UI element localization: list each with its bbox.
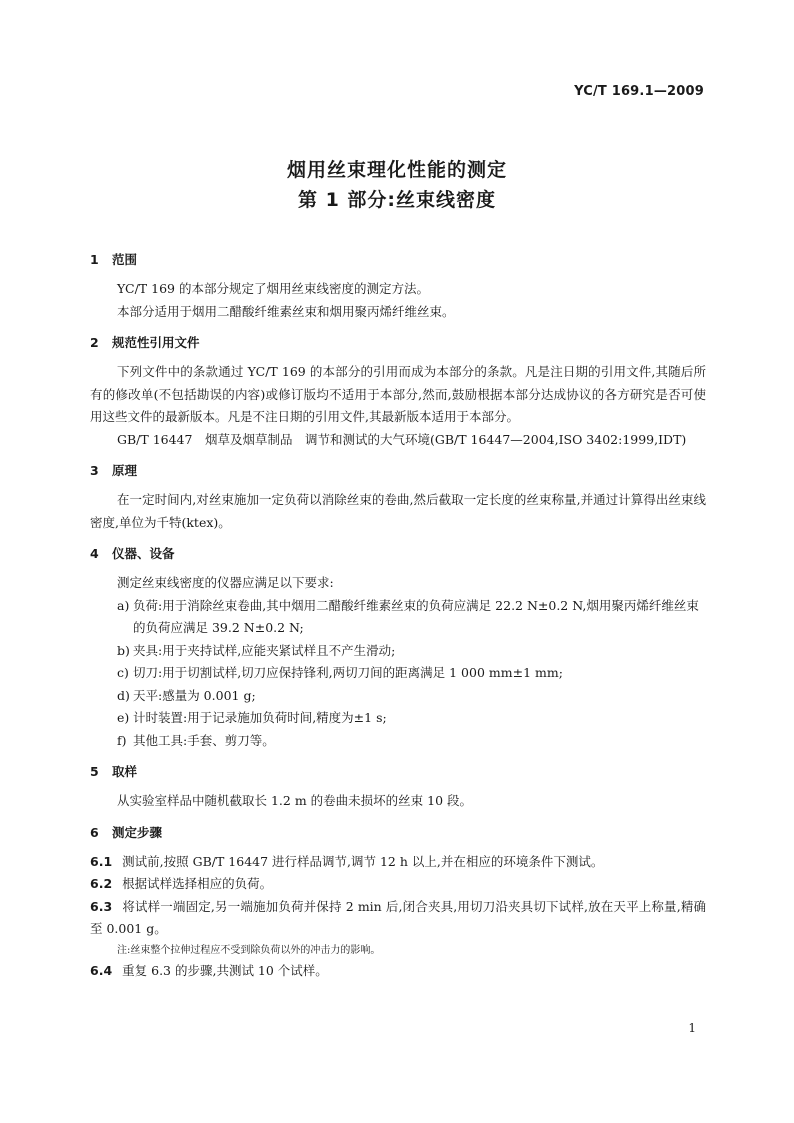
references-paragraph: 下列文件中的条款通过 YC/T 169 的本部分的引用而成为本部分的条款。凡是注日期的引用文件,其随后所有的修改单(不包括勘误的内容)或修订版均不适用于本部分,然而,鼓励根据本部分达成协议的各方研究是否可使用这些文件的最新版本。凡是不注日期的引用文件,其最新版本适用于本部分。 <box>90 364 706 424</box>
list-item <box>90 662 706 685</box>
section-number: 5 <box>90 764 99 779</box>
section-title: 范围 <box>112 252 138 267</box>
step-text: 重复 6.3 的步骤,共测试 10 个试样。 <box>122 962 328 978</box>
list-item-text: 天平:感量为 0.001 g; <box>133 687 256 703</box>
step-number: 6.3 <box>90 898 113 914</box>
page-number: 1 <box>688 1021 696 1035</box>
section-heading-apparatus <box>90 544 706 564</box>
step-number: 6.2 <box>90 876 113 891</box>
procedure-step <box>90 896 706 941</box>
section-number: 1 <box>90 252 99 267</box>
document-body <box>90 250 706 982</box>
document-title: 烟用丝束理化性能的测定 <box>286 159 507 181</box>
scope-paragraph: 本部分适用于烟用二醋酸纤维素丝束和烟用聚丙烯纤维丝束。 <box>117 303 455 319</box>
step-number: 6.4 <box>90 962 113 978</box>
list-marker: f) <box>117 732 127 748</box>
section-title: 仪器、设备 <box>112 546 175 561</box>
scope-paragraph: YC/T 169 的本部分规定了烟用丝束线密度的测定方法。 <box>117 281 429 296</box>
list-item <box>90 640 706 663</box>
principle-paragraph: 在一定时间内,对丝束施加一定负荷以消除丝束的卷曲,然后截取一定长度的丝束称量,并通过计算得出丝束线密度,单位为千特(ktex)。 <box>90 492 706 530</box>
step-text: 根据试样选择相应的负荷。 <box>122 876 273 891</box>
section-heading-sampling <box>90 762 706 782</box>
list-marker: d) <box>117 687 130 703</box>
list-item-text: 计时装置:用于记录施加负荷时间,精度为±1 s; <box>133 710 387 725</box>
list-item-text: 负荷:用于消除丝束卷曲,其中烟用二醋酸纤维素丝束的负荷应满足 22.2 N±0.2 N,烟用聚丙烯纤维丝束的负荷应满足 39.2 N±0.2 N; <box>133 597 699 635</box>
list-item <box>90 707 706 730</box>
reference-entry: GB/T 16447 烟草及烟草制品 调节和测试的大气环境(GB/T 16447—2004,ISO 3402:1999,IDT) <box>117 431 687 447</box>
procedure-step <box>90 960 706 983</box>
section-heading-scope <box>90 250 706 270</box>
procedure-step <box>90 851 706 874</box>
step-number: 6.1 <box>90 853 113 869</box>
section-heading-references <box>90 333 706 353</box>
procedure-step <box>90 873 706 896</box>
document-subtitle: 第 1 部分:丝束线密度 <box>297 189 497 211</box>
section-title: 测定步骤 <box>112 824 163 840</box>
step-text: 将试样一端固定,另一端施加负荷并保持 2 min 后,闭合夹具,用切刀沿夹具切下试样,放在天平上称量,精确至 0.001 g。 <box>90 898 706 936</box>
list-marker: a) <box>117 597 130 613</box>
step-text: 测试前,按照 GB/T 16447 进行样品调节,调节 12 h 以上,并在相应的环境条件下测试。 <box>122 853 604 869</box>
list-marker: c) <box>117 665 129 680</box>
procedure-note: 注:丝束整个拉伸过程应不受到除负荷以外的冲击力的影响。 <box>117 944 381 956</box>
section-title: 规范性引用文件 <box>112 335 200 350</box>
sampling-paragraph: 从实验室样品中随机截取长 1.2 m 的卷曲未损坏的丝束 10 段。 <box>117 793 473 808</box>
section-number: 2 <box>90 335 99 350</box>
list-item-text: 夹具:用于夹持试样,应能夹紧试样且不产生滑动; <box>133 642 396 658</box>
list-item-text: 切刀:用于切割试样,切刀应保持锋利,两切刀间的距离满足 1 000 mm±1 mm; <box>133 665 563 680</box>
list-item <box>90 730 706 753</box>
apparatus-intro: 测定丝束线密度的仪器应满足以下要求: <box>117 575 334 590</box>
list-marker: e) <box>117 710 130 725</box>
standard-code: YC/T 169.1—2009 <box>574 84 704 99</box>
section-title: 原理 <box>112 463 138 478</box>
list-item <box>90 685 706 708</box>
section-number: 4 <box>90 546 99 561</box>
list-item-text: 其他工具:手套、剪刀等。 <box>133 732 275 748</box>
section-number: 6 <box>90 824 99 840</box>
section-number: 3 <box>90 463 99 478</box>
section-heading-principle <box>90 461 706 481</box>
section-title: 取样 <box>112 764 138 779</box>
list-item <box>90 595 706 640</box>
section-heading-procedure <box>90 823 706 843</box>
list-marker: b) <box>117 642 130 658</box>
